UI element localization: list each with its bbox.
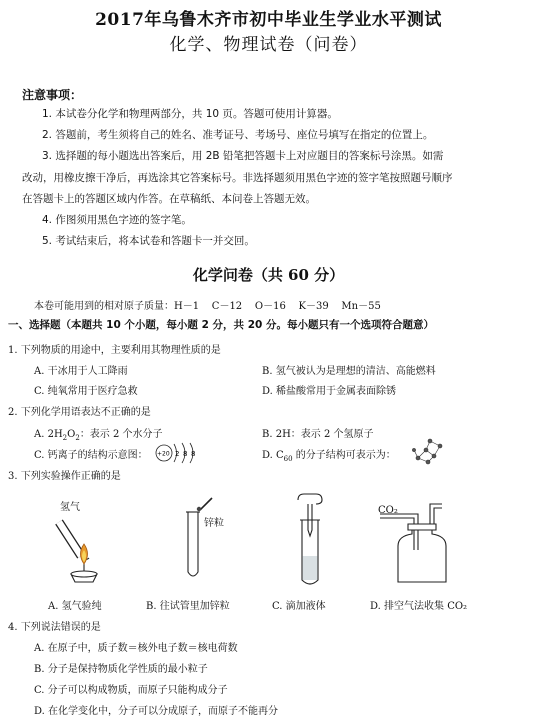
notice-line: 在答题卡上的答题区域内作答。在草稿纸、本问卷上答题无效。 (22, 192, 316, 205)
zinc-label: 锌粒 (204, 518, 224, 529)
formula-part: 的分子结构可表示为： (292, 450, 396, 461)
question-2-option-c: C. 钙离子的结构示意图： (34, 450, 148, 461)
question-1-option-b: B. 氢气被认为是理想的清洁、高能燃料 (262, 366, 436, 377)
notice-line: 2. 答题前，考生须将自己的姓名、准考证号、考场号、座位号填写在指定的位置上。 (42, 129, 434, 142)
notice-heading: 注意事项： (22, 88, 83, 102)
co2-label: CO₂ (378, 505, 398, 516)
notice-line: 3. 选择题的每小题选出答案后，用 2B 铅笔把答题卡上对应题目的答案标号涂黑。如需 (42, 150, 444, 163)
hydrogen-purity-test-figure (45, 492, 115, 584)
notice-line: 改动，用橡皮擦干净后，再选涂其它答案标号。非选择题须用黑色字迹的签字笔按照题号顺序 (22, 171, 453, 184)
formula-subscript: 2 (62, 434, 68, 442)
formula-part: D. C (262, 450, 284, 461)
formula-part: O (67, 429, 76, 440)
question-4-option-a: A. 在原子中，质子数＝核外电子数＝核电荷数 (34, 643, 238, 654)
question-3-option-b: B. 往试管里加锌粒 (146, 601, 230, 612)
svg-text:8: 8 (191, 450, 196, 458)
notice-list (22, 104, 532, 252)
notice-line: 4. 作图须用黑色字迹的签字笔。 (42, 214, 192, 227)
chemistry-section-title: 化学问卷（共 60 分） (192, 266, 345, 284)
question-4-option-c: C. 分子可以构成物质，而原子只能构成分子 (34, 685, 228, 696)
formula-subscript: 60 (283, 455, 293, 463)
question-1-option-c: C. 纯氧常用于医疗急救 (34, 386, 138, 397)
formula-part: A. 2H (34, 429, 63, 440)
exam-subtitle: 化学、物理试卷（问卷） (169, 35, 368, 55)
question-3-stem: 3. 下列实验操作正确的是 (8, 471, 121, 482)
calcium-ion-diagram (152, 441, 222, 465)
question-1-option-a: A. 干冰用于人工降雨 (34, 366, 128, 377)
add-zinc-figure (178, 496, 234, 580)
hydrogen-label: 氢气 (60, 502, 80, 513)
question-1-option-d: D. 稀盐酸常用于金属表面除锈 (262, 386, 397, 397)
question-2-option-b: B. 2H：表示 2 个氢原子 (262, 429, 374, 440)
notice-line: 1. 本试卷分化学和物理两部分，共 10 页。答题可使用计算器。 (42, 108, 338, 120)
atomic-mass-note: 本卷可能用到的相对原子质量：H－1 C－12 O－16 K－39 Mn－55 (34, 301, 381, 312)
svg-text:8: 8 (183, 450, 188, 458)
notice-line: 5. 考试结束后，将本试卷和答题卡一并交回。 (42, 235, 255, 248)
question-4-option-d: D. 在化学变化中，分子可以分成原子，而原子不能再分 (34, 706, 279, 717)
question-2-stem: 2. 下列化学用语表达不正确的是 (8, 407, 151, 418)
question-2-option-d (262, 446, 396, 463)
svg-text:2: 2 (175, 450, 180, 458)
question-3-option-d: D. 排空气法收集 CO₂ (370, 601, 468, 612)
exam-title: 2017年乌鲁木齐市初中毕业生学业水平测试 (95, 10, 442, 30)
question-3-option-a: A. 氢气验纯 (48, 601, 102, 612)
question-4-stem: 4. 下列说法错误的是 (8, 622, 101, 633)
formula-part: ：表示 2 个水分子 (79, 429, 163, 440)
ion-nucleus-label: +20 (157, 450, 170, 458)
multiple-choice-heading: 一、选择题（本题共 10 个小题，每小题 2 分，共 20 分。每小题只有一个选项符合题意） (8, 319, 434, 331)
question-2-option-a (34, 425, 163, 442)
question-4-option-b: B. 分子是保持物质化学性质的最小粒子 (34, 664, 208, 675)
c60-molecule-diagram (412, 436, 446, 466)
question-1-stem: 1. 下列物质的用途中，主要利用其物理性质的是 (8, 345, 221, 356)
question-3-option-c: C. 滴加液体 (272, 601, 326, 612)
formula-subscript: 2 (75, 434, 80, 442)
dropping-liquid-figure (290, 494, 330, 586)
